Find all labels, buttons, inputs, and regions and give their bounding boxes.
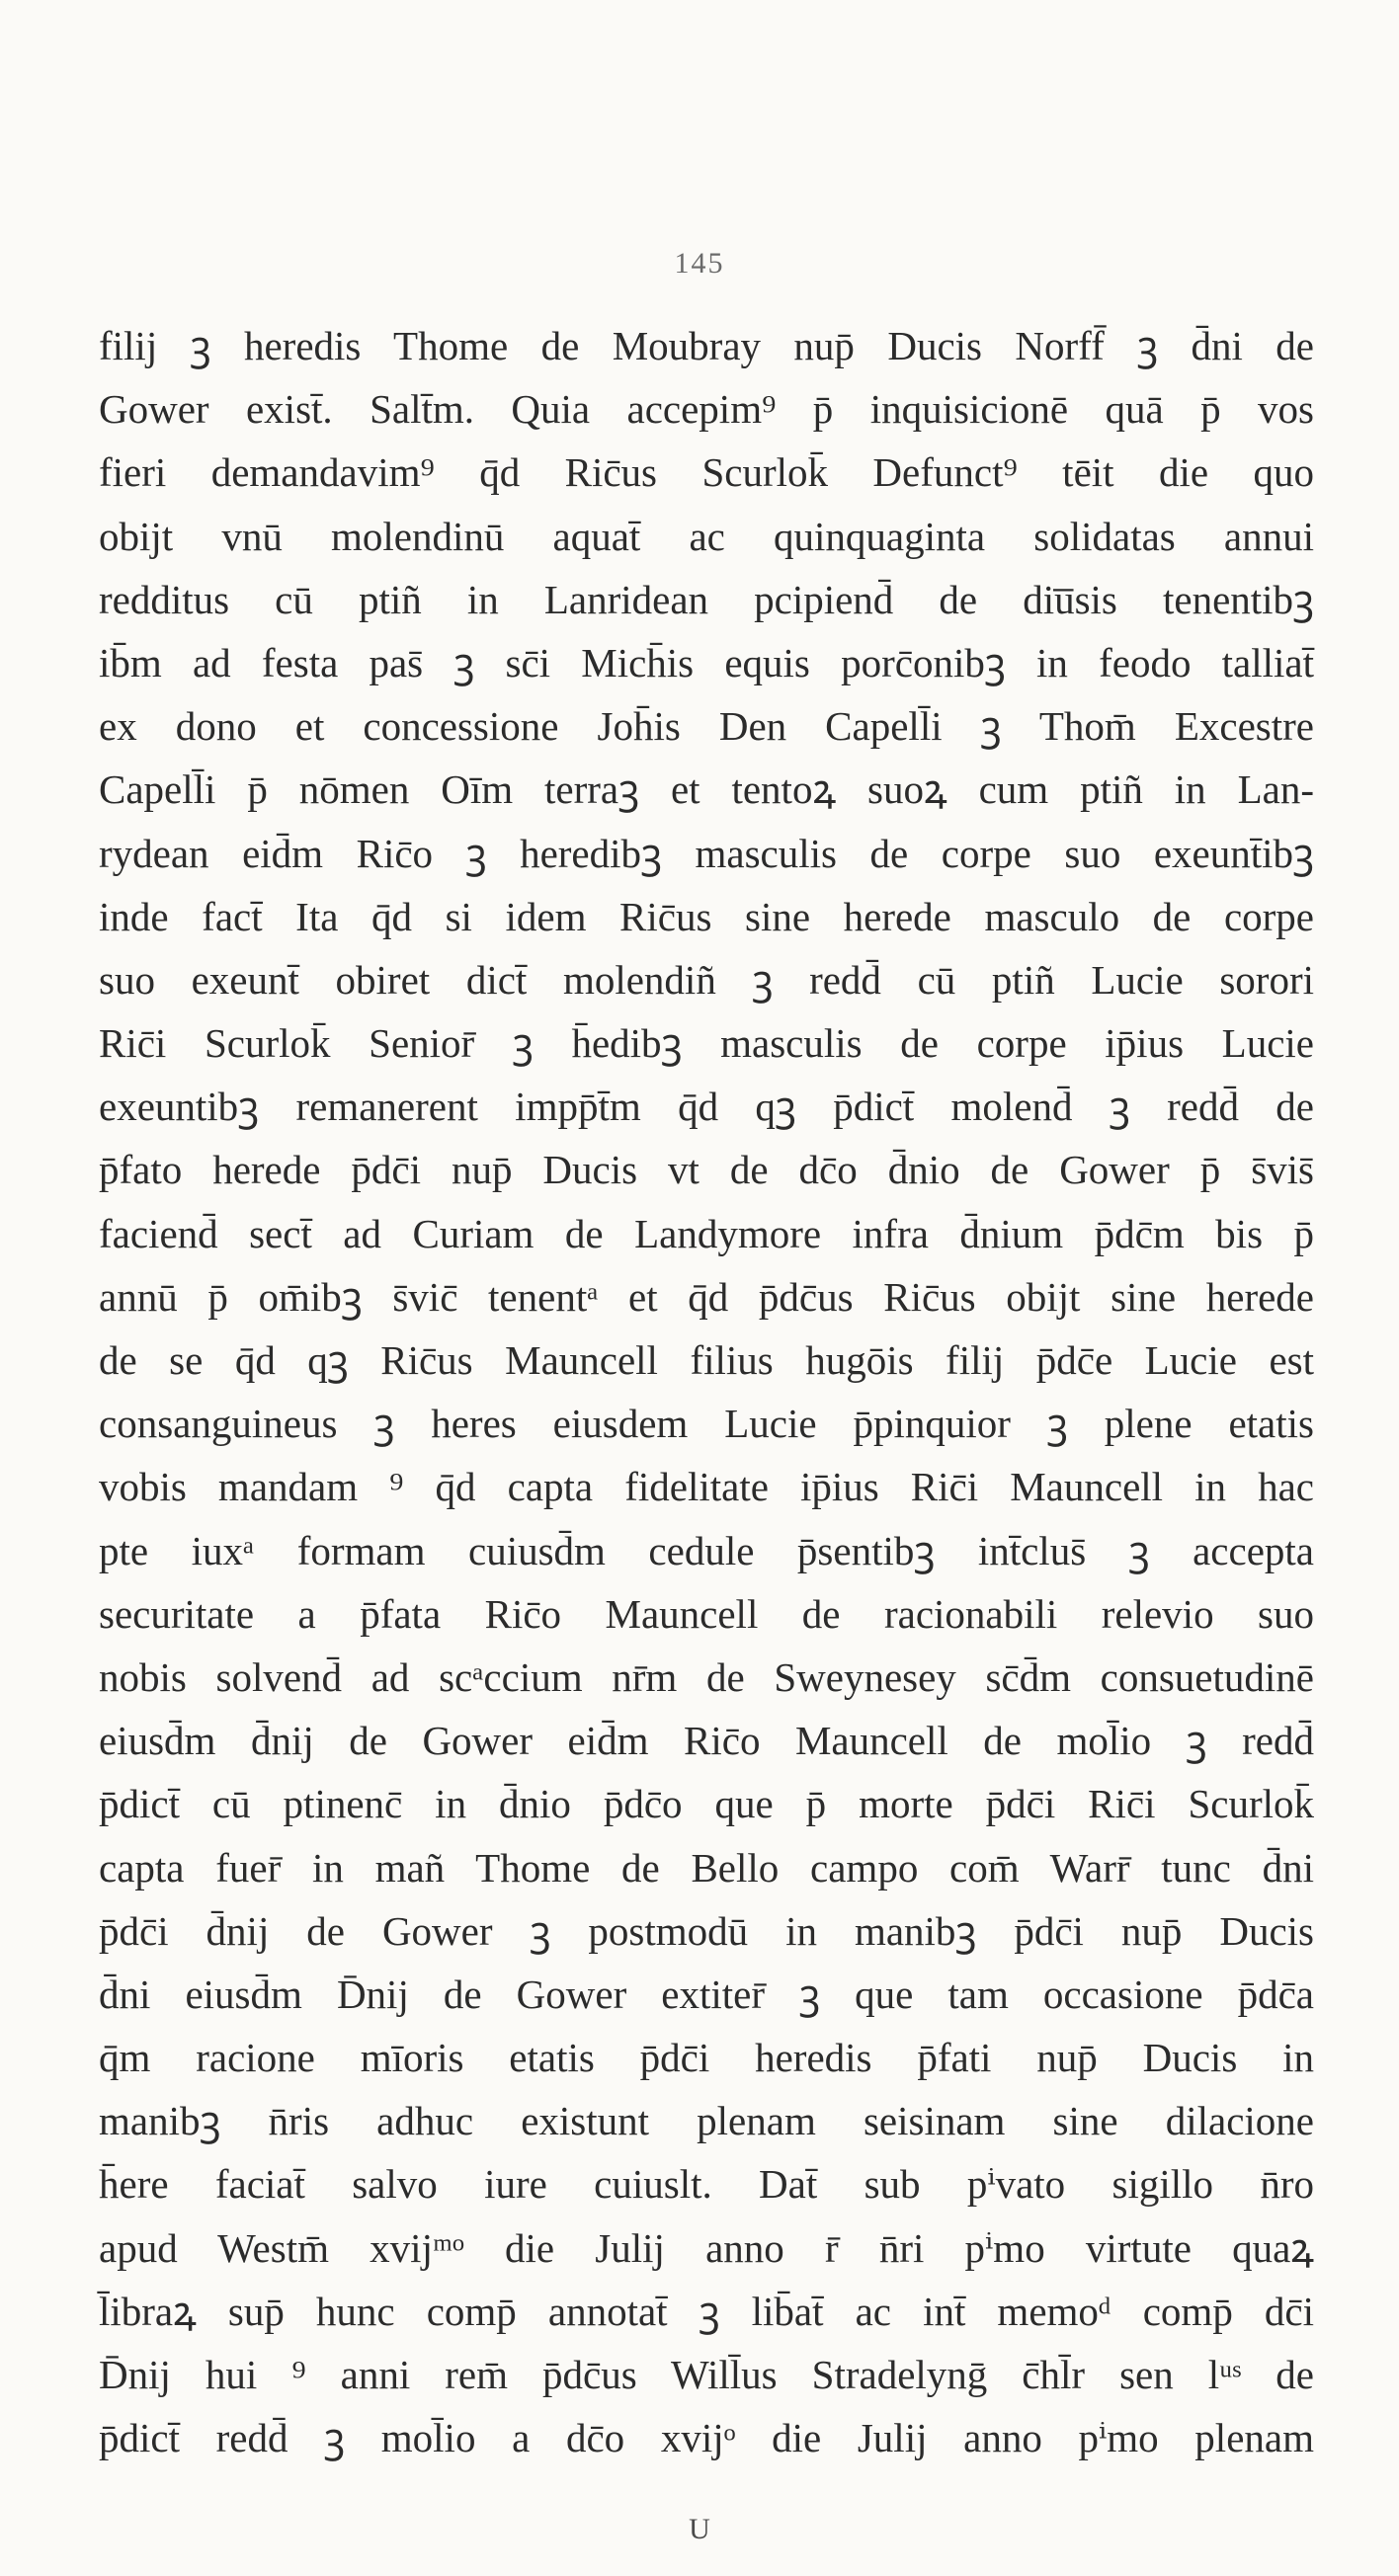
text-line-6: ib̄m ad festa pas̄ ꝫ sc̄i Mich̄is equis porc̄onibꝫ in feodo talliat̄: [99, 639, 1314, 685]
text-line-28: q̄m racione mīoris etatis p̄dc̄i heredis p̄fati nup̄ Ducis in: [99, 2035, 1314, 2081]
text-line-2: Gower exist̄. Salt̄m. Quia accepim⁹ p̄ inquisicionē quā p̄ vos: [99, 386, 1314, 433]
text-line-24: p̄dict̄ cū ptinenc̄ in d̄nio p̄dc̄o que p̄ morte p̄dc̄i Ric̄i Scurlok̄: [99, 1781, 1314, 1827]
text-line-32: l̄ibraꝝ sup̄ hunc comp̄ annotat̄ ꝫ lib̄at̄ ac int̄ memoᵈ comp̄ dc̄i: [99, 2288, 1314, 2334]
page-number: 145: [674, 247, 725, 280]
text-line-22: nobis solvend̄ ad scᵃccium nr̄m de Sweynesey sc̄d̄m consuetudinē: [99, 1653, 1314, 1700]
text-line-14: p̄fato herede p̄dc̄i nup̄ Ducis vt de dc̄o d̄nio de Gower p̄ s̄vis̄: [99, 1147, 1314, 1193]
text-line-23: eiusd̄m d̄nij de Gower eid̄m Ric̄o Mauncell de mol̄io ꝫ redd̄: [99, 1718, 1314, 1764]
text-line-18: consanguineus ꝫ heres eiusdem Lucie p̄pinquior ꝫ plene etatis: [99, 1401, 1314, 1447]
text-line-9: rydean eid̄m Ric̄o ꝫ heredibꝫ masculis de corpe suo exeunt̄ibꝫ: [99, 830, 1314, 876]
text-line-26: p̄dc̄i d̄nij de Gower ꝫ postmodū in manibꝫ p̄dc̄i nup̄ Ducis: [99, 1907, 1314, 1954]
text-line-3: fieri demandavim⁹ q̄d Ric̄us Scurlok̄ Defunct⁹ tēit die quo: [99, 449, 1314, 496]
text-line-25: capta fuer̄ in mañ Thome de Bello campo com̄ Warr̄ tunc d̄ni: [99, 1844, 1314, 1891]
text-line-16: annū p̄ om̄ibꝫ s̄vic̄ tenentᵃ et q̄d p̄dc̄us Ric̄us obijt sine herede: [99, 1273, 1314, 1320]
text-line-34: p̄dict̄ redd̄ ꝫ mol̄io a dc̄o xvijᵒ die Julij anno pⁱmo plenam: [99, 2415, 1314, 2461]
text-line-1: filij ꝫ heredis Thome de Moubray nup̄ Ducis Norff̄ ꝫ d̄ni de: [99, 323, 1314, 368]
text-line-31: apud Westm̄ xvijᵐᵒ die Julij anno r̄ n̄ri pⁱmo virtute quaꝝ: [99, 2224, 1314, 2271]
text-line-19: vobis mandam ⁹ q̄d capta fidelitate ip̄ius Ric̄i Mauncell in hac: [99, 1464, 1314, 1510]
text-line-13: exeuntibꝫ remanerent impp̄t̄m q̄d qꝫ p̄dict̄ molend̄ ꝫ redd̄ de: [99, 1084, 1314, 1130]
text-line-7: ex dono et concessione Joh̄is Den Capell̄i ꝫ Thom̄ Excestre: [99, 703, 1314, 750]
text-line-21: securitate a p̄fata Ric̄o Mauncell de racionabili relevio suo: [99, 1590, 1314, 1637]
signature-mark: U: [689, 2513, 710, 2545]
text-line-12: Ric̄i Scurlok̄ Senior̄ ꝫ h̄edibꝫ masculis de corpe ip̄ius Lucie: [99, 1020, 1314, 1067]
text-line-29: manibꝫ n̄ris adhuc existunt plenam seisinam sine dilacione: [99, 2098, 1314, 2144]
text-line-15: faciend̄ sect̄ ad Curiam de Landymore infra d̄nium p̄dc̄m bis p̄: [99, 1210, 1314, 1256]
text-line-11: suo exeunt̄ obiret dict̄ molendiñ ꝫ redd̄ cū ptiñ Lucie sorori: [99, 956, 1314, 1003]
document-text-body: [99, 314, 1314, 2469]
text-line-27: d̄ni eiusd̄m D̄nij de Gower extiter̄ ꝫ que tam occasione p̄dc̄a: [99, 1971, 1314, 2017]
text-line-33: D̄nij hui ⁹ anni rem̄ p̄dc̄us Will̄us Stradelynḡ c̄hl̄r sen lᵘˢ de: [99, 2352, 1314, 2397]
text-line-20: pte iuxᵃ formam cuiusd̄m cedule p̄sentibꝫ int̄clus̄ ꝫ accepta: [99, 1527, 1314, 1573]
text-line-4: obijt vnū molendinū aquat̄ ac quinquaginta solidatas annui: [99, 513, 1314, 559]
text-line-30: h̄ere faciat̄ salvo iure cuiuslt. Dat̄ sub pⁱvato sigillo n̄ro: [99, 2161, 1314, 2208]
text-line-5: redditus cū ptiñ in Lanridean pcipiend̄ de diu̅sis tenentibꝫ: [99, 576, 1314, 622]
text-line-8: Capell̄i p̄ nōmen Oīm terraꝫ et tentoꝝ suoꝝ cum ptiñ in Lan-: [99, 766, 1314, 813]
text-line-10: inde fact̄ Ita q̄d si idem Ric̄us sine herede masculo de corpe: [99, 893, 1314, 939]
text-line-17: de se q̄d qꝫ Ric̄us Mauncell filius hugōis filij p̄dc̄e Lucie est: [99, 1337, 1314, 1383]
